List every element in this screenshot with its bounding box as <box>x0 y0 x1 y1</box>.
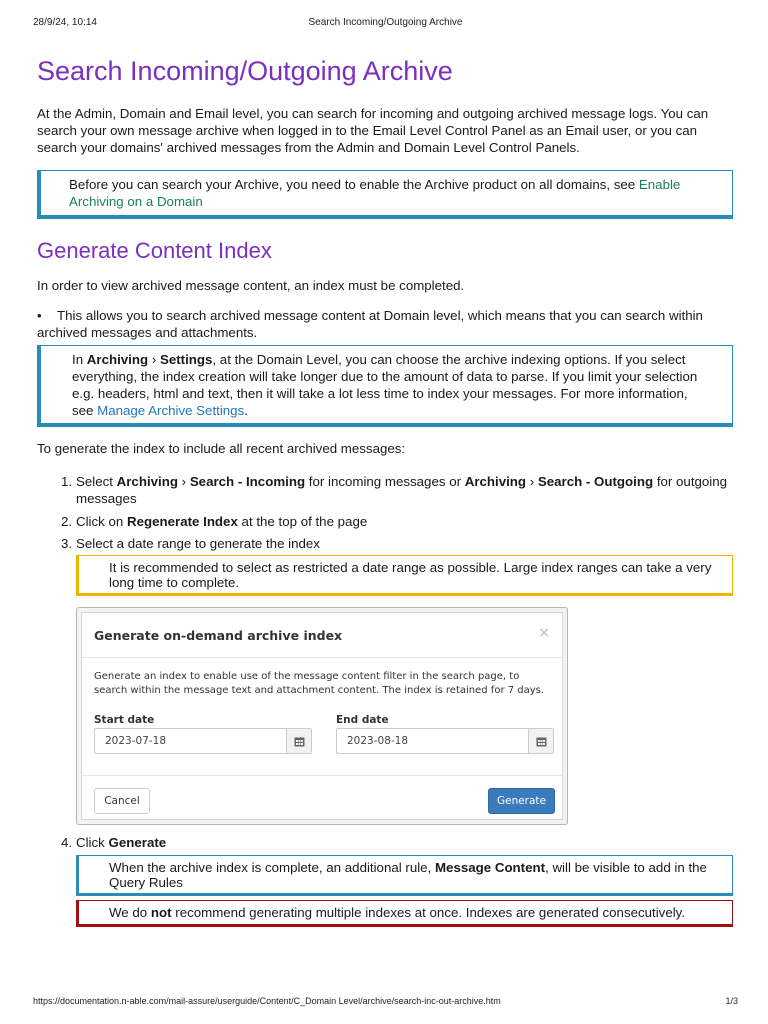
step-text: Select <box>76 474 117 489</box>
step-text: at the top of the page <box>237 514 368 529</box>
step-text: Click <box>76 835 109 850</box>
note-text: When the archive index is complete, an additional rule, <box>109 860 435 875</box>
calendar-icon[interactable] <box>286 729 311 753</box>
step-number: 1. <box>61 474 73 489</box>
step-1 <box>61 473 733 507</box>
bullet-symbol: • <box>37 308 42 323</box>
generate-button[interactable]: Generate <box>488 788 555 814</box>
settings-menu: Settings <box>159 352 213 367</box>
print-title: Search Incoming/Outgoing Archive <box>308 17 463 28</box>
note2-text: , at the Domain Level, you can choose the archive indexing options. If you select everything, the index creation will take longer due to the amount of data to parse. If you limit your selection e.g. headers, html and text, then it will take a lot less time to index your messages. For more information, see <box>72 352 698 418</box>
page-title: Search Incoming/Outgoing Archive <box>37 56 453 86</box>
chevron-sep: › <box>148 352 160 367</box>
multiple-indexes-warning <box>76 900 733 927</box>
bullet-item <box>37 307 733 341</box>
archiving-menu: Archiving <box>464 474 527 489</box>
dialog-title: Generate on-demand archive index <box>94 628 343 643</box>
dialog-description: Generate an index to enable use of the message content filter in the search page, to search within the message text and attachment content. The index is retained for 7 days. <box>94 671 545 696</box>
archiving-menu: Archiving <box>86 352 149 367</box>
dialog-divider <box>82 775 562 776</box>
print-footer <box>33 996 738 1010</box>
note-text: Before you can search your Archive, you need to enable the Archive product on all domains, see <box>69 177 639 192</box>
step-number: 4. <box>61 835 73 850</box>
print-date: 28/9/24, 10:14 <box>33 17 97 28</box>
cancel-button[interactable]: Cancel <box>94 788 150 814</box>
archive-enable-note <box>37 170 733 219</box>
start-date-field[interactable] <box>94 728 312 754</box>
archiving-menu: Archiving <box>116 474 178 489</box>
step-text: Click on <box>76 514 127 529</box>
note-text: We do <box>109 905 151 920</box>
calendar-icon[interactable] <box>528 729 553 753</box>
not-emphasis: not <box>150 905 172 920</box>
end-date-field[interactable] <box>336 728 554 754</box>
message-content-label: Message Content <box>434 860 546 875</box>
step-text: for outgoing messages <box>76 474 728 506</box>
search-outgoing-menu: Search - Outgoing <box>537 474 654 489</box>
chevron-sep: › <box>177 474 190 489</box>
page-number: 1/3 <box>725 996 738 1006</box>
note2-prefix: In <box>72 352 87 367</box>
note-text: , will be visible to add in the Query Rules <box>109 860 707 890</box>
generate-index-dialog <box>81 612 563 820</box>
generate-label: Generate <box>108 835 167 850</box>
close-icon[interactable]: × <box>538 625 550 641</box>
step-number: 3. <box>61 536 73 551</box>
date-range-warning-note <box>76 555 733 596</box>
index-paragraph: In order to view archived message content, an index must be completed. <box>37 278 465 293</box>
generate-intro: To generate the index to include all recent archived messages: <box>37 441 406 456</box>
article-content <box>37 52 733 457</box>
end-date-label: End date <box>336 714 389 726</box>
step-number: 2. <box>61 514 73 529</box>
step-text: for incoming messages or <box>305 474 465 489</box>
section-title: Generate Content Index <box>37 238 272 263</box>
message-content-note <box>76 855 733 896</box>
chevron-sep: › <box>526 474 538 489</box>
print-header <box>33 17 738 31</box>
page-url: https://documentation.n-able.com/mail-assure/userguide/Content/C_Domain Level/archive/search-inc-out-archive.htm <box>33 996 501 1006</box>
manage-archive-settings-link[interactable]: Manage Archive Settings <box>97 403 245 418</box>
note2-suffix: . <box>244 403 248 418</box>
bullet-text: This allows you to search archived message content at Domain level, which means that you can search within archived messages and attachments. <box>37 308 703 340</box>
regenerate-index-label: Regenerate Index <box>127 514 238 529</box>
step-text: Select a date range to generate the index <box>76 536 320 551</box>
search-incoming-menu: Search - Incoming <box>189 474 306 489</box>
dialog-screenshot <box>76 607 568 825</box>
warning-text: It is recommended to select as restricted a date range as possible. Large index ranges can take a very long time to complete. <box>109 560 712 590</box>
step-2 <box>61 513 733 530</box>
indexing-options-note <box>37 345 733 427</box>
intro-paragraph: At the Admin, Domain and Email level, you can search for incoming and outgoing archived message logs. You can search your own message archive when logged in to the Email Level Control Panel as an Email user, or you can search your domains' archived messages from the Admin and Domain Level Control Panels. <box>37 106 709 155</box>
dialog-divider <box>82 657 562 658</box>
note-text: recommend generating multiple indexes at once. Indexes are generated consecutively. <box>171 905 686 920</box>
start-date-value: 2023-07-18 <box>105 735 167 747</box>
end-date-value: 2023-08-18 <box>347 735 409 747</box>
start-date-label: Start date <box>94 714 155 726</box>
step-3 <box>61 535 733 552</box>
step-4 <box>61 834 733 851</box>
enable-archiving-link[interactable]: Enable Archiving on a Domain <box>69 177 681 209</box>
